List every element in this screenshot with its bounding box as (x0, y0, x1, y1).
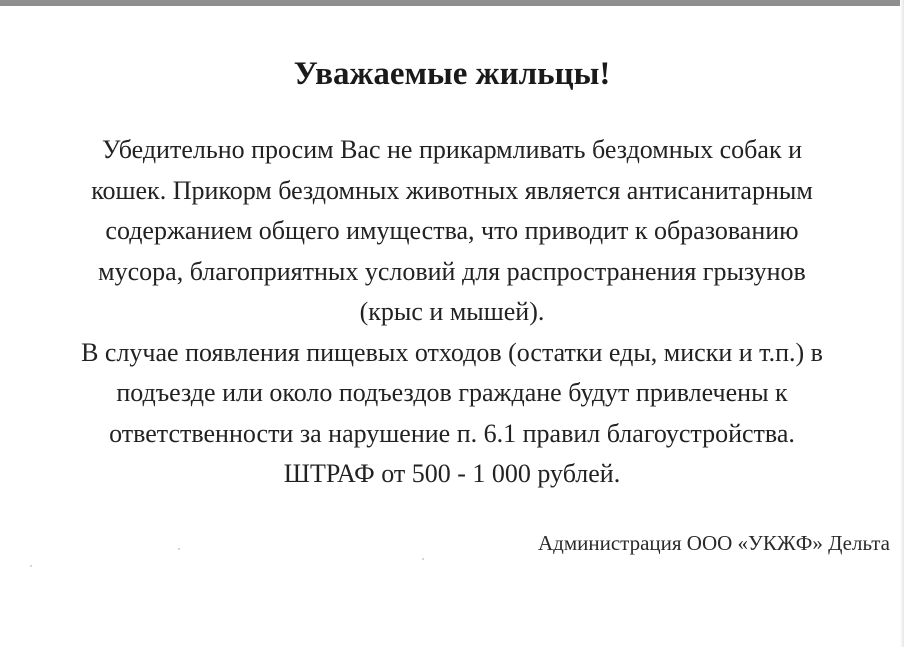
notice-line: В случае появления пищевых отходов (остатки еды, миски и т.п.) в (81, 337, 823, 367)
notice-line: содержанием общего имущества, что приводит к образованию (105, 216, 799, 245)
fine-amount-line: ШТРАФ от 500 - 1 000 рублей. (283, 459, 621, 488)
notice-signature: Администрация ООО «УКЖФ» Дельта (537, 531, 890, 555)
notice-line: мусора, благоприятных условий для распространения грызунов (98, 256, 806, 286)
paper-speck (422, 558, 424, 560)
notice-title: Уважаемые жильцы! (293, 56, 611, 92)
paper-speck (30, 565, 32, 567)
notice-line: подъезде или около подъездов граждане будут привлечены к (116, 378, 788, 407)
notice-line: ответственности за нарушение п. 6.1 правил благоустройства. (109, 418, 795, 448)
notice-line: кошек. Прикорм бездомных животных является антисанитарным (91, 175, 813, 205)
notice-line: (крыс и мышей). (359, 297, 545, 326)
paper-speck (178, 548, 180, 550)
notice-body (12, 130, 892, 495)
notice-line: Убедительно просим Вас не прикармливать бездомных собак и (101, 135, 803, 164)
